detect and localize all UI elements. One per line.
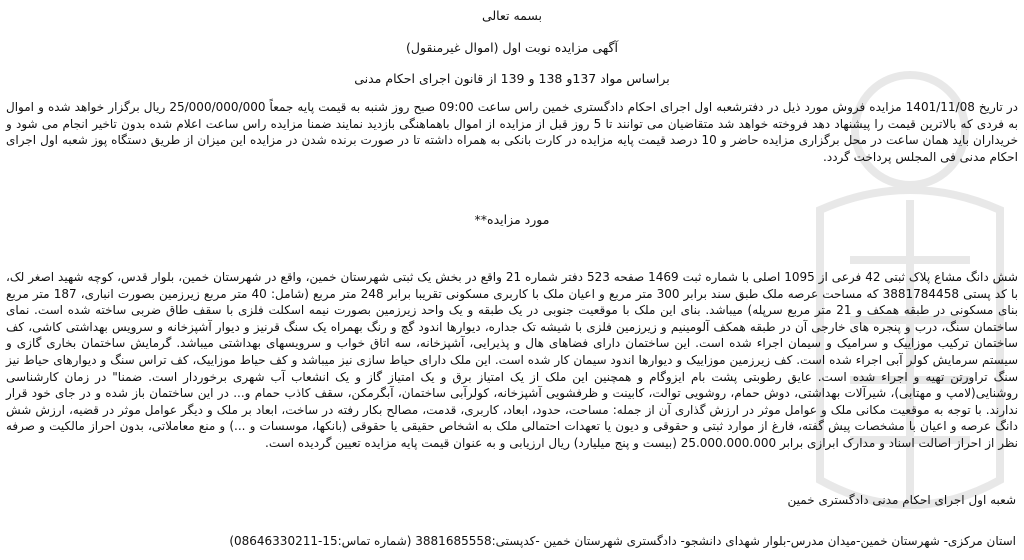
basmala: بسمه تعالی: [481, 8, 543, 23]
address-line: استان مرکزی- شهرستان خمین-میدان مدرس-بلوار شهدای دانشجو- دادگستری شهرستان خمین -کدپستی:3881685558 (شماره تماس:15-08646330211): [229, 534, 1016, 548]
ad-title: آگهی مزایده نوبت اول (اموال غیرمنقول): [406, 40, 618, 55]
signature-line: شعبه اول اجرای احکام مدنی دادگستری خمین: [787, 493, 1016, 507]
item-heading: مورد مزایده**: [474, 212, 550, 227]
item-description: شش دانگ مشاع پلاک ثبتی 42 فرعی از 1095 اصلی با شماره ثبت 1469 صفحه 523 دفتر شماره 21 واقع در بخش یک ثبتی شهرستان خمین، واقع در شهرستان خمین، بلوار قدس، کوچه شهید اصغر لک، با کد پستی 3881784458 که مساحت عرصه ملک طبق سند برابر 300 متر مربع و اعیان ملک با کاربری مسکونی تقریبا برابر 248 متر مربع (شامل: 40 متر مربع زیرزمین بصورت انباری، 187 متر مربع بنای مسکونی در طبقه همکف و 21 متر مربع سرپله) میباشد. بنای این ملک با موقعیت جنوبی در یک طبقه و یک واحد زیرزمین بصورت نیمه اسکلت فلزی با سقف طاق ضربی ساخته شده است. نمای ساختمان سنگ، درب و پنجره های خارجی آن در طبقه همکف آلومینیم و زیرزمین فلزی با شیشه تک جداره، دیوارها اندود گچ و رنگ بهمراه یک سنگ قرنیز و دیوار آشپزخانه و سرویس بهداشتی کاشی، کف ساختمان ترکیب موزاییک و سرامیک و سیمان اجراء شده است. این ساختمان دارای فضاهای هال و پذیرایی، آشپزخانه، سه اتاق خواب و سرویسهای بهداشتی میباشد. گرمایش ساختمان بخاری گازی و سیستم سرمایش کولر آبی اجراء شده است. کف زیرزمین موزاییک و دیوارها اندود سیمان کار شده است. این ملک دارای حیاط سازی نیز میباشد و کف حیاط موزاییک، کف تراس سنگ و دیوارهای حیاط نیز سنگ تراورتن تهیه و اجراء شده است. عایق رطوبتی پشت بام ایزوگام و همچنین این ملک از یک امتیاز برق و یک امتیاز گاز و یک انشعاب آب شهری برخوردار است. ضمنا" در زمان کارشناسی روشنایی(لامپ و مهتابی)، شیرآلات بهداشتی، دوش حمام، روشویی توالت، کابینت و ظرفشویی آشپزخانه، کولرآبی ساختمان، آبگرمکن، سقف کاذب حمام و... در این ساختمان باز شده و در جای خود قرار ندارند. با توجه به موقعیت مکانی ملک و عوامل موثر در ارزش گذاری آن از جمله: مساحت، حدود، ابعاد، کاربری، قدمت، مصالح بکار رفته در ساخت، ابعاد بر ملک و دیگر عوامل موثر در قضیه، ارزش شش دانگ عرصه و اعیان با مشخصات پیش گفته، فارغ از موارد ثبتی و حقوقی و دیون یا تعهدات احتمالی ملک به اشخاص حقیقی یا حقوقی (بانکها، موسسات و ...) و منع معاملاتی، بدون احراز مالکیت و صرفه نظر از احراز اصالت اسناد و مدارک ابرازی برابر 25.000.000.000 (بیست و پنج میلیارد) ریال ارزیابی و به عنوان قیمت پایه مزایده تعیین گردیده است.: [6, 270, 1019, 450]
intro-paragraph: در تاریخ 1401/11/08 مزایده فروش مورد ذیل در دفترشعبه اول اجرای احکام دادگستری خمین راس ساعت 09:00 صبح روز شنبه به قیمت پایه جمعاً 25/000/000/000 ریال برگزار خواهد شده و اموال به فردی که بالاترین قیمت را پیشنهاد دهد فروخته خواهد شد متقاضیان می توانند تا 5 روز قبل از مزایده از اموال باهماهنگی بازدید نمایند ضمنا مزایده راس ساعت اعلام شده بدون تاخیر انجام می شود و خریداران باید همان ساعت در محل برگزاری مزایده حاضر و 10 درصد قیمت پایه مزایده در کارت بانکی به همراه داشته تا در صورت برنده شدن در مزایده این میزان از طریق دستگاه پوز شعبه اول اجرای احکام مدنی فی المجلس پرداخت گردد.: [6, 100, 1019, 164]
legal-basis: براساس مواد 137و 138 و 139 از قانون اجرای احکام مدنی: [354, 71, 670, 86]
